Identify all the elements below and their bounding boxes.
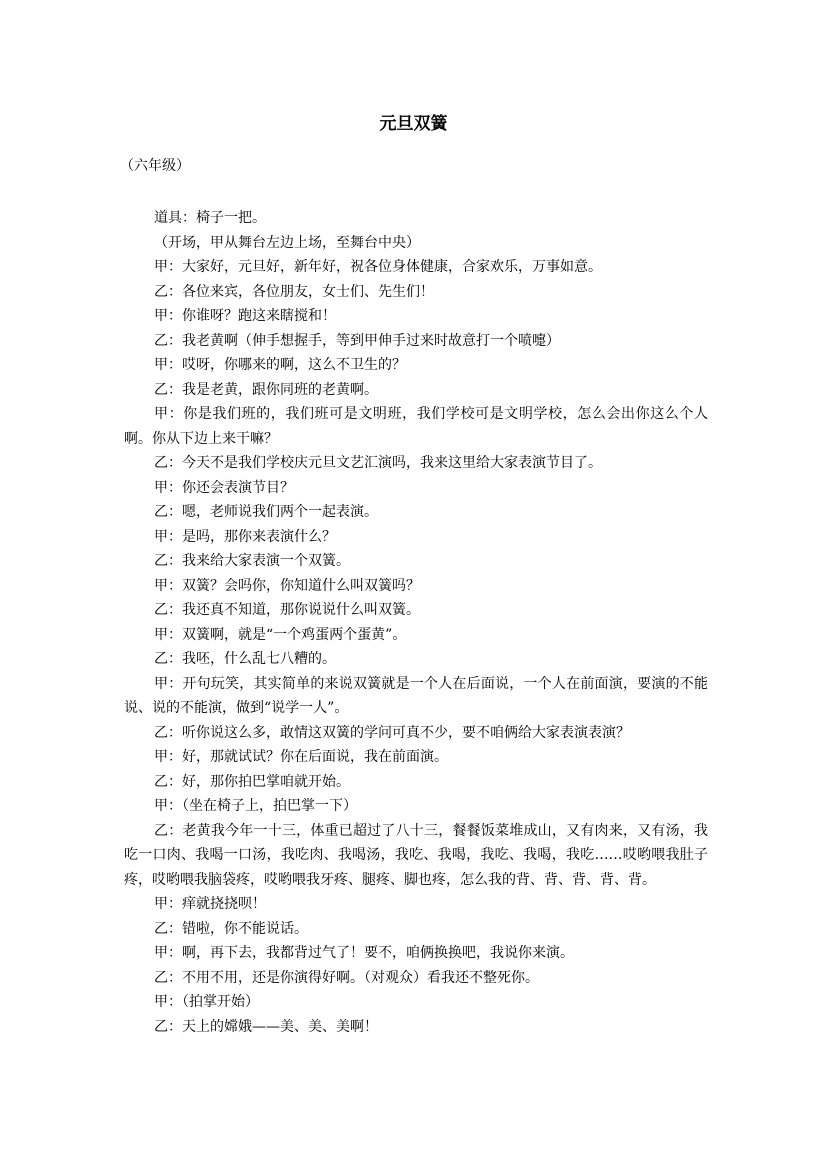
grade-label: （六年级） (120, 158, 190, 174)
paragraph: 甲：（拍掌开始） (154, 994, 259, 1010)
paragraph: 甲：啊，再下去，我都背过气了！要不，咱俩换换吧，我说你来演。 (154, 945, 574, 961)
paragraph: 甲：（坐在椅子上，拍巴掌一下） (154, 798, 357, 814)
paragraph: 甲：大家好，元旦好，新年好，祝各位身体健康，合家欢乐，万事如意。 (154, 259, 602, 275)
paragraph: 甲：双簧啊，就是“一个鸡蛋两个蛋黄”。 (154, 626, 407, 643)
paragraph: 乙：我还真不知道，那你说说什么叫双簧。 (154, 602, 420, 618)
paragraph: 甲：是吗，那你来表演什么？ (154, 528, 336, 545)
paragraph: 乙：错啦，你不能说话。 (154, 920, 308, 937)
paragraph: 甲：痒就挠挠呗！ (154, 896, 266, 912)
paragraph: 甲：开句玩笑，其实简单的来说双簧就是一个人在后面说，一个人在前面演，要演的不能说、说的不能演，做到“说学一人”。 (124, 675, 708, 716)
paragraph: 甲：你谁呀？跑这来瞎搅和！ (154, 308, 336, 324)
paragraph: 甲：好，那就试试？你在后面说，我在前面演。 (154, 749, 448, 765)
paragraph: 乙：我老黄啊（伸手想握手，等到甲伸手过来时故意打一个喷嚏） (154, 332, 560, 349)
paragraph: 甲：哎呀，你哪来的啊，这么不卫生的？ (154, 357, 406, 373)
paragraph: 甲：你还会表演节目？ (154, 479, 294, 496)
paragraph: 甲：双簧？会吗你，你知道什么叫双簧吗？ (154, 577, 420, 594)
document-body (124, 206, 708, 1039)
paragraph: 乙：我来给大家表演一个双簧。 (154, 553, 350, 569)
paragraph: 乙：天上的嫦娥——美、美、美啊！ (154, 1018, 378, 1035)
document-title: 元旦双簧 (379, 114, 448, 134)
paragraph: 乙：听你说这么多，敢情这双簧的学问可真不少，要不咱俩给大家表演表演？ (154, 724, 630, 741)
paragraph: 甲：你是我们班的，我们班可是文明班，我们学校可是文明学校，怎么会出你这么个人啊。你从下边上来干嘛？ (124, 406, 708, 447)
paragraph: 乙：各位来宾，各位朋友，女士们、先生们！ (154, 283, 434, 300)
paragraph: 乙：今天不是我们学校庆元旦文艺汇演吗，我来这里给大家表演节目了。 (154, 455, 602, 471)
paragraph: 道具：椅子一把。 (154, 210, 266, 226)
paragraph: 乙：我呸，什么乱七八糟的。 (154, 651, 336, 667)
paragraph: 乙：不用不用，还是你演得好啊。（对观众）看我还不整死你。 (154, 969, 539, 986)
paragraph: 乙：嗯，老师说我们两个一起表演。 (154, 504, 378, 520)
paragraph: 乙：好，那你拍巴掌咱就开始。 (154, 773, 350, 790)
paragraph: 乙：老黄我今年一十三，体重已超过了八十三，餐餐饭菜堆成山，又有肉来，又有汤，我吃一口肉、我喝一口汤，我吃肉、我喝汤，我吃、我喝，我吃、我喝，我吃……哎哟喂我肚子疼，哎哟喂我脑袋疼，哎哟喂我牙疼、腿疼、脚也疼，怎么我的背、背、背、背、背。 (124, 822, 708, 888)
paragraph: （开场，甲从舞台左边上场，至舞台中央） (154, 234, 420, 251)
paragraph: 乙：我是老黄，跟你同班的老黄啊。 (154, 381, 378, 398)
